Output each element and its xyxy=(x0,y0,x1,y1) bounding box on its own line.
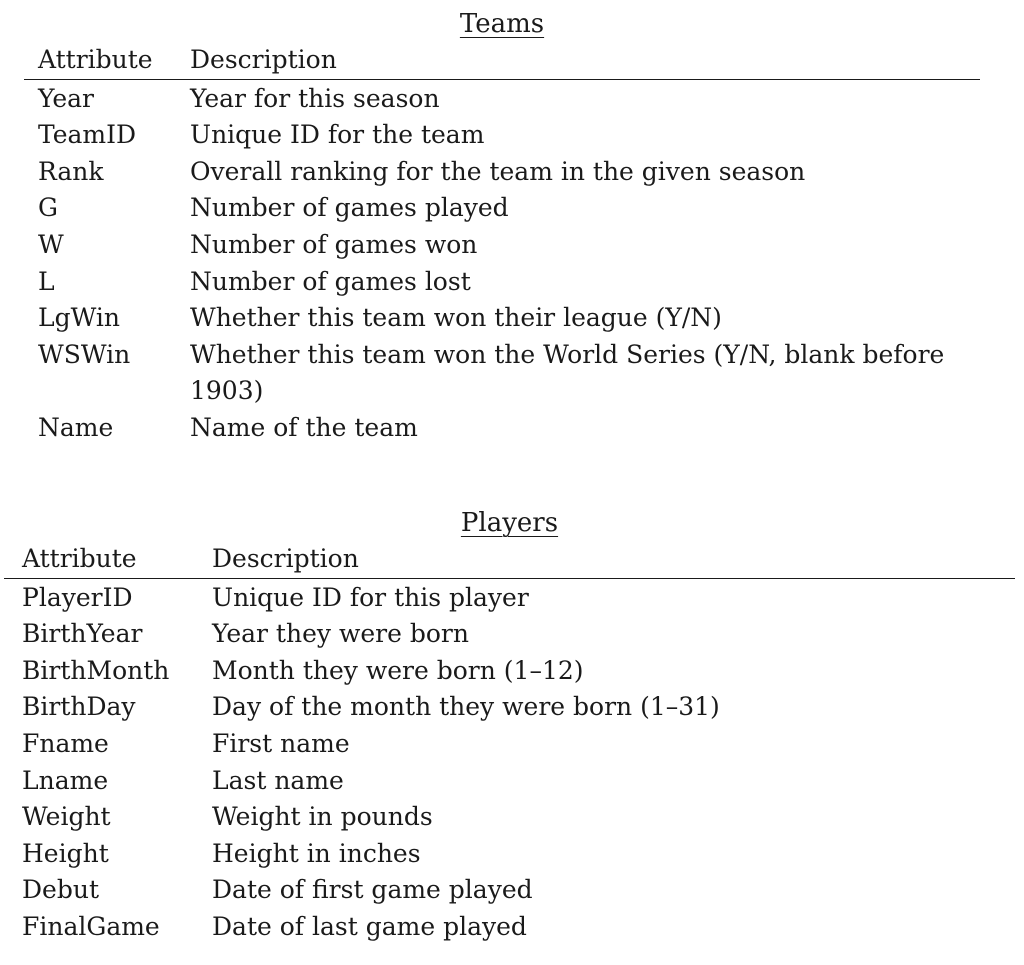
players-attribute-cell: Debut xyxy=(22,875,99,905)
teams-table-row xyxy=(24,154,980,191)
players-description-cell: Date of first game played xyxy=(212,875,533,905)
players-description-cell: Year they were born xyxy=(212,619,469,649)
players-attribute-cell: Weight xyxy=(22,802,111,832)
teams-attribute-cell: W xyxy=(38,229,64,259)
teams-table-caption xyxy=(24,6,980,42)
players-table-row xyxy=(4,726,1015,763)
players-description-cell: Month they were born (1–12) xyxy=(212,655,584,685)
teams-attribute-cell: G xyxy=(38,193,58,223)
teams-attribute-cell: LgWin xyxy=(38,303,120,333)
players-attribute-cell: Lname xyxy=(22,765,109,795)
players-table-row xyxy=(4,909,1015,946)
teams-table-row xyxy=(24,79,980,117)
players-attribute-cell: Fname xyxy=(22,728,109,758)
players-table xyxy=(4,541,1015,946)
players-attribute-cell: BirthYear xyxy=(22,619,143,649)
teams-attribute-cell: Year xyxy=(38,83,94,113)
players-table-row xyxy=(4,689,1015,726)
players-table-title: Players xyxy=(460,508,559,538)
teams-description-cell: Whether this team won their league (Y/N) xyxy=(190,303,722,333)
players-description-cell: Date of last game played xyxy=(212,911,527,941)
teams-table-title: Teams xyxy=(459,9,545,39)
players-description-cell: Last name xyxy=(212,765,344,795)
players-table-row xyxy=(4,763,1015,800)
teams-attribute-cell: WSWin xyxy=(38,339,131,369)
teams-table-row xyxy=(24,410,980,447)
players-table-row xyxy=(4,836,1015,873)
teams-description-cell: Unique ID for the team xyxy=(190,120,485,150)
players-description-cell: Height in inches xyxy=(212,838,421,868)
teams-table-row xyxy=(24,337,980,410)
players-table-row xyxy=(4,872,1015,909)
teams-header-attribute: Attribute xyxy=(24,42,190,79)
teams-table-body xyxy=(24,79,980,446)
teams-attribute-cell: L xyxy=(38,266,55,296)
teams-table-block xyxy=(24,6,980,447)
teams-description-cell: Number of games lost xyxy=(190,266,471,296)
teams-header-description: Description xyxy=(190,42,980,79)
players-attribute-cell: FinalGame xyxy=(22,911,160,941)
players-description-cell: Weight in pounds xyxy=(212,802,433,832)
teams-table-row xyxy=(24,300,980,337)
teams-description-cell: Year for this season xyxy=(190,83,440,113)
teams-description-cell: Overall ranking for the team in the given season xyxy=(190,156,806,186)
players-table-row xyxy=(4,616,1015,653)
players-description-cell: First name xyxy=(212,728,350,758)
players-attribute-cell: Height xyxy=(22,838,109,868)
players-header-row xyxy=(4,541,1015,578)
teams-description-cell: Name of the team xyxy=(190,412,418,442)
players-attribute-cell: BirthDay xyxy=(22,692,136,722)
teams-attribute-cell: Rank xyxy=(38,156,104,186)
teams-table-row xyxy=(24,117,980,154)
players-description-cell: Unique ID for this player xyxy=(212,582,529,612)
players-table-row xyxy=(4,799,1015,836)
teams-description-cell: Number of games won xyxy=(190,229,478,259)
players-header-attribute: Attribute xyxy=(4,541,212,578)
players-table-row xyxy=(4,653,1015,690)
teams-description-cell: Whether this team won the World Series (Y/N, blank before 1903) xyxy=(190,339,945,406)
players-table-body xyxy=(4,578,1015,945)
teams-header-row xyxy=(24,42,980,79)
players-table-block xyxy=(4,505,1015,946)
teams-table-row xyxy=(24,190,980,227)
players-attribute-cell: BirthMonth xyxy=(22,655,170,685)
players-description-cell: Day of the month they were born (1–31) xyxy=(212,692,720,722)
teams-description-cell: Number of games played xyxy=(190,193,509,223)
teams-table xyxy=(24,42,980,447)
players-header-description: Description xyxy=(212,541,1015,578)
players-table-row xyxy=(4,578,1015,616)
teams-attribute-cell: Name xyxy=(38,412,114,442)
players-attribute-cell: PlayerID xyxy=(22,582,133,612)
teams-attribute-cell: TeamID xyxy=(38,120,137,150)
teams-table-row xyxy=(24,227,980,264)
players-table-caption xyxy=(4,505,1015,541)
teams-table-row xyxy=(24,264,980,301)
